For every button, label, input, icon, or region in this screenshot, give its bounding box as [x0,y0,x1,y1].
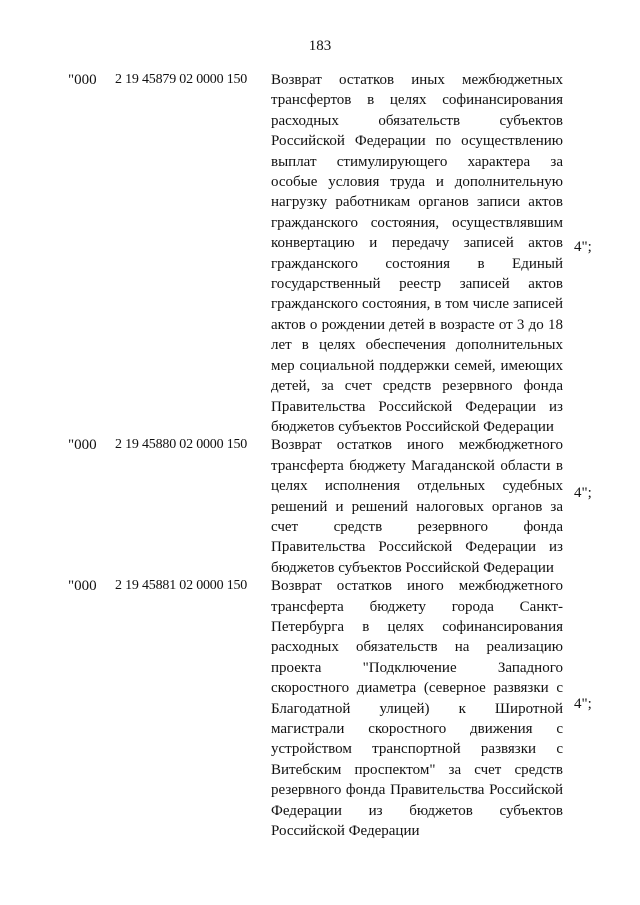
kbk-code: 2 19 45881 02 0000 150 [115,578,248,594]
level-code: 4"; [574,485,592,502]
table-row [0,70,640,437]
level-code: 4"; [574,239,592,255]
admin-code: "000 [68,578,97,595]
kbk-code: 2 19 45879 02 0000 150 [115,72,248,87]
page-number: 183 [308,38,332,54]
income-description: Возврат остатков иных межбюджетных трансфертов в целях софинансирования расходных обязательств субъектов Российской Федерации по осуществлению выплат стимулирующего характера за особые условия труда и дополнительную нагрузку работникам органов записи актов гражданского состояния, осуществлявшим конвертацию и передачу записей актов гражданского состояния в Единый государственный реестр записей актов гражданского состояния, в том числе записей актов о рождении детей в возрасте от 3 до 18 лет в целях обеспечения дополнительных мер социальной поддержки семей, имеющих детей, за счет средств резервного фонда Правительства Российской Федерации из бюджетов субъектов Российской Федерации [271,72,563,435]
admin-code: "000 [68,437,97,454]
level-code: 4"; [574,696,592,713]
admin-code: "000 [68,72,97,88]
table-row [0,435,640,578]
kbk-code: 2 19 45880 02 0000 150 [115,437,248,453]
table-row [0,576,640,841]
income-description: Возврат остатков иного межбюджетного трансферта бюджету Магаданской области в целях исполнения отдельных судебных решений и решений налоговых органов за счет средств резервного фонда Правительства Российской Федерации из бюджетов субъектов Российской Федерации [271,437,563,576]
budget-code-table [0,70,640,841]
income-description: Возврат остатков иного межбюджетного трансферта бюджету города Санкт-Петербурга в целях софинансирования расходных обязательств на реализацию проекта "Подключение Западного скоростного диаметра (северное развязки с Благодатной улицей) к Широтной магистрали скоростного движения с устройством транспортной развязки с Витебским проспектом" за счет средств резервного фонда Правительства Российской Федерации из бюджетов субъектов Российской Федерации [271,578,563,840]
